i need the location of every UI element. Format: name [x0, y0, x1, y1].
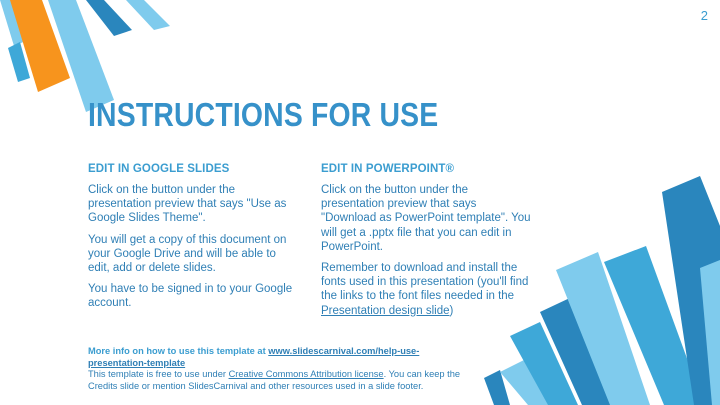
google-paragraph-1: Click on the button under the presentation preview that says "Use as Google Slides Theme". — [88, 184, 287, 225]
powerpoint-paragraph-1: Click on the button under the presentation preview that says "Download as PowerPoint template". You will get a .pptx file that you can edit in PowerPoint. — [321, 184, 531, 253]
google-paragraph-3: You have to be signed in to your Google account. — [88, 283, 293, 310]
slide-title: INSTRUCTIONS FOR USE — [88, 96, 439, 133]
license-after: . You can keep the Credits slide or mention SlidesCarnival and other resources used in a slide footer. — [88, 369, 461, 391]
powerpoint-column — [321, 163, 531, 318]
google-slides-heading: EDIT IN GOOGLE SLIDES — [88, 163, 230, 175]
page-number: 2 — [700, 8, 708, 23]
powerpoint-p2-after: ) — [449, 304, 454, 317]
license-before: This template is free to use under — [88, 369, 229, 380]
license-line — [88, 369, 468, 392]
help-template-link[interactable]: www.slidescarnival.com/help-use-presentation-template — [88, 346, 420, 368]
stripe-dark-blue-1 — [86, 0, 132, 36]
more-info-line — [88, 346, 468, 369]
presentation-design-slide-link[interactable]: Presentation design slide — [321, 304, 450, 317]
more-info-prefix: More info on how to use this template at — [88, 346, 269, 356]
footer-notes — [88, 346, 468, 392]
powerpoint-p2-before: Remember to download and install the fonts used in this presentation (you'll find the links to the font files needed in the — [321, 262, 529, 303]
powerpoint-heading: EDIT IN POWERPOINT® — [321, 163, 455, 175]
google-slides-column — [88, 163, 298, 311]
stripe-light-blue-3 — [126, 0, 170, 30]
google-paragraph-2: You will get a copy of this document on your Google Drive and will be able to edit, add or delete slides. — [88, 233, 287, 275]
powerpoint-paragraph-2 — [321, 261, 531, 318]
creative-commons-link[interactable]: Creative Commons Attribution license — [228, 369, 384, 380]
